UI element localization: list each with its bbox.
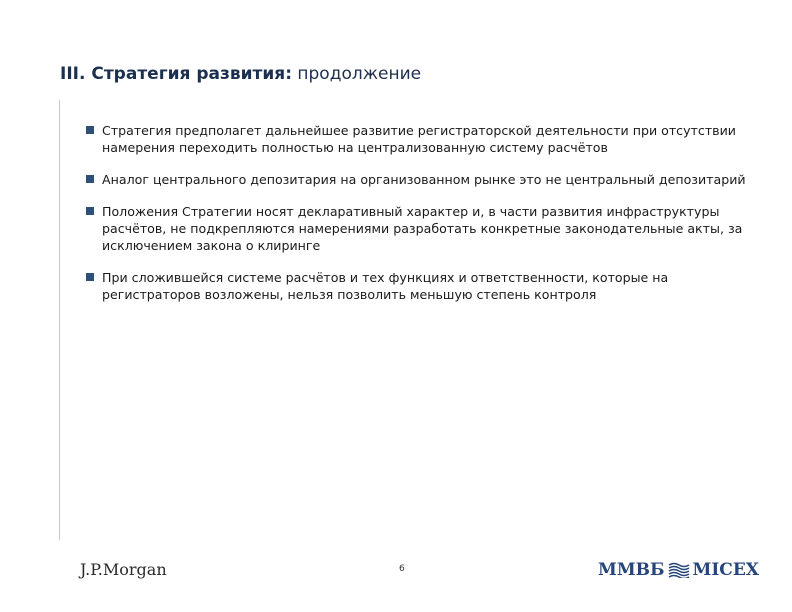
square-bullet-icon <box>86 273 94 281</box>
wave-flag-icon <box>668 562 690 578</box>
bullet-list <box>86 122 766 318</box>
jpmorgan-logo: J.P.Morgan <box>80 560 167 579</box>
left-divider <box>59 100 60 540</box>
bullet-text: Стратегия предполагет дальнейшее развитие регистраторской деятельности при отсутствии намерения переходить полностью на централизованную систему расчётов <box>102 123 736 155</box>
bullet-item <box>86 122 766 156</box>
page-number: 6 <box>399 564 405 574</box>
micex-logo <box>598 560 759 580</box>
bullet-item <box>86 171 766 188</box>
bullet-item <box>86 269 766 303</box>
micex-logo-left-text: ММВБ <box>598 560 665 580</box>
bullet-text: При сложившейся системе расчётов и тех функциях и ответственности, которые на регистраторов возложены, нельзя позволить меньшую степень контроля <box>102 270 669 302</box>
slide-title-bold: III. Стратегия развития: <box>60 64 292 84</box>
square-bullet-icon <box>86 126 94 134</box>
micex-logo-right-text: MICEX <box>692 560 759 580</box>
square-bullet-icon <box>86 207 94 215</box>
bullet-item <box>86 203 766 254</box>
bullet-text: Положения Стратегии носят декларативный характер и, в части развития инфраструктуры расчётов, не подкрепляются намерениями разработать конкретные законодательные акты, за исключением закона о клиринге <box>102 204 743 253</box>
square-bullet-icon <box>86 175 94 183</box>
bullet-text: Аналог центрального депозитария на организованном рынке это не центральный депозитарий <box>102 172 746 187</box>
slide-title-regular: продолжение <box>292 64 422 84</box>
slide-title <box>60 64 421 84</box>
